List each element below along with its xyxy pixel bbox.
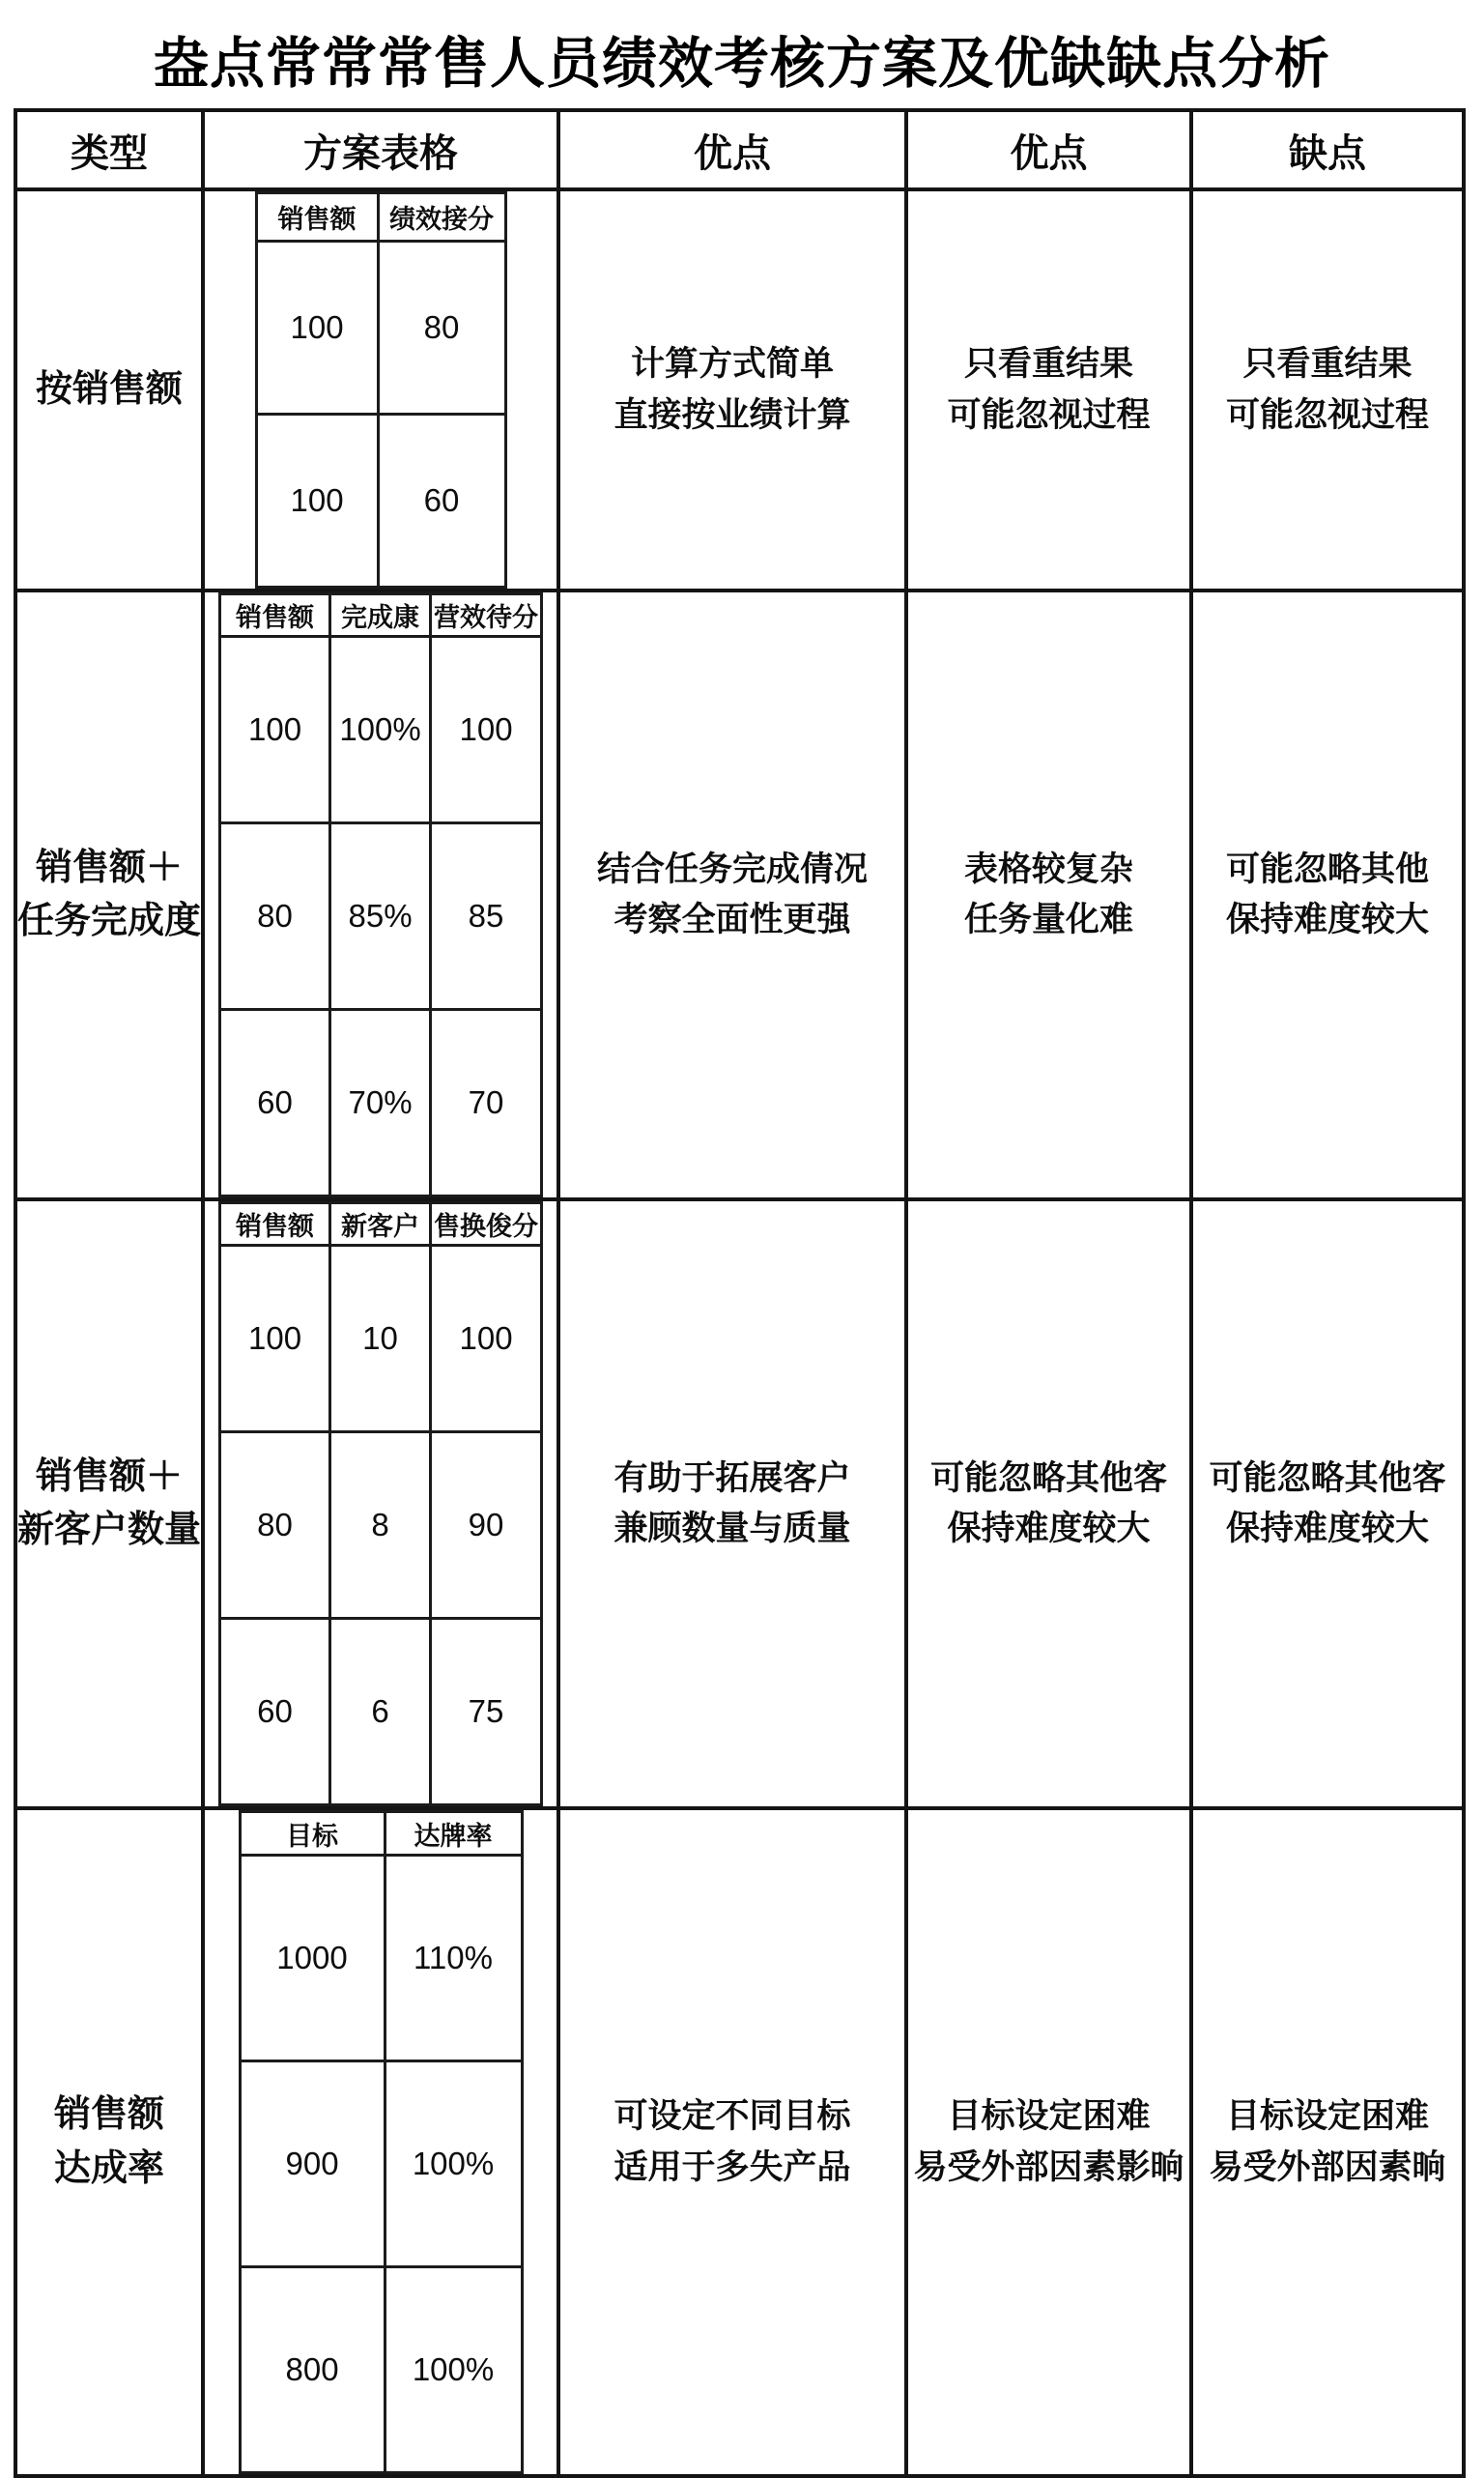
mini-value-cell: 70 (431, 1010, 542, 1196)
pros-line: 直接按业绩计算 (614, 395, 851, 434)
type-label: 销售额＋ (36, 1455, 184, 1497)
header-cell-type: 类型 (15, 110, 203, 189)
pros-line: 计算方式简单 (631, 345, 835, 383)
pros-cell (558, 189, 906, 591)
mini-header-cell: 完成康 (330, 594, 431, 637)
pros2-line: 只看重结果 (964, 345, 1134, 383)
mini-value-cell: 100% (385, 2267, 522, 2473)
type-cell (15, 1808, 203, 2476)
mini-header-cell: 目标 (240, 1812, 385, 1856)
cons-line: 保持难度较大 (1226, 1510, 1430, 1547)
mini-value-cell: 100 (431, 1246, 542, 1432)
mini-value-cell: 800 (240, 2267, 385, 2473)
type-label: 达成率 (54, 2147, 165, 2189)
table-row-by-sales (15, 189, 1464, 591)
mini-value-cell: 80 (220, 1432, 330, 1619)
cons-cell (1191, 189, 1464, 591)
cons-cell (1191, 1199, 1464, 1808)
mini-value-cell: 900 (240, 2061, 385, 2267)
mini-value-cell: 60 (378, 415, 505, 588)
type-label: 按销售额 (36, 368, 184, 410)
pros2-line: 目标设定困难 (947, 2097, 1151, 2135)
mini-value-cell: 85% (330, 823, 431, 1010)
cons-line: 保持难度较大 (1226, 901, 1430, 938)
mini-value-cell: 75 (431, 1619, 542, 1805)
mini-header-cell: 营效待分 (431, 594, 542, 637)
pros2-line: 任务量化难 (964, 901, 1134, 938)
type-cell (15, 189, 203, 591)
mini-value-cell: 100 (220, 637, 330, 823)
mini-value-cell: 6 (330, 1619, 431, 1805)
scheme-cell (203, 1199, 558, 1808)
table-row-sales-plus-new-customers (15, 1199, 1464, 1808)
scheme-mini-table (218, 592, 543, 1197)
mini-value-cell: 100 (256, 415, 378, 588)
header-cell-scheme-table: 方案表格 (203, 110, 558, 189)
header-row (15, 110, 1464, 189)
pros-line: 考察全面性更强 (614, 901, 851, 938)
cons-line: 可能忽略其他客 (1209, 1458, 1446, 1497)
pros2-cell (906, 591, 1191, 1199)
pros2-cell (906, 1808, 1191, 2476)
pros2-line: 可能忽略其他客 (930, 1458, 1168, 1497)
cons-line: 只看重结果 (1242, 345, 1413, 383)
cons-line: 可能忽略其他 (1226, 850, 1430, 888)
pros-line: 结合任务完成倩况 (597, 850, 869, 888)
type-cell (15, 1199, 203, 1808)
mini-value-cell: 110% (385, 1856, 522, 2061)
pros-line: 有助于拓展客户 (614, 1458, 851, 1497)
type-label: 任务完成度 (17, 901, 202, 941)
pros-line: 兼顾数量与质量 (614, 1510, 851, 1547)
mini-value-cell: 70% (330, 1010, 431, 1196)
mini-value-cell: 100 (220, 1246, 330, 1432)
pros2-line: 保持难度较大 (947, 1510, 1151, 1547)
type-label: 销售额＋ (36, 847, 184, 888)
mini-value-cell: 1000 (240, 1856, 385, 2061)
pros2-cell (906, 1199, 1191, 1808)
mini-value-cell: 100% (385, 2061, 522, 2267)
pros-cell (558, 1199, 906, 1808)
mini-header-cell: 新客户 (330, 1203, 431, 1246)
type-label: 销售额 (54, 2094, 165, 2136)
mini-header-cell: 销售额 (220, 594, 330, 637)
scheme-mini-table (239, 1810, 524, 2474)
type-cell (15, 591, 203, 1199)
main-table (14, 108, 1466, 2478)
cons-line: 可能忽视过程 (1226, 395, 1430, 434)
pros-cell (558, 1808, 906, 2476)
pros-line: 可设定不同目标 (614, 2097, 851, 2135)
mini-value-cell: 90 (431, 1432, 542, 1619)
mini-value-cell: 100 (431, 637, 542, 823)
scheme-mini-table (255, 191, 507, 589)
mini-value-cell: 80 (378, 242, 505, 415)
mini-value-cell: 85 (431, 823, 542, 1010)
mini-value-cell: 80 (220, 823, 330, 1010)
scheme-cell (203, 1808, 558, 2476)
mini-header-cell: 销售额 (256, 193, 378, 242)
mini-value-cell: 100% (330, 637, 431, 823)
mini-value-cell: 8 (330, 1432, 431, 1619)
cons-cell (1191, 1808, 1464, 2476)
pros2-cell (906, 189, 1191, 591)
mini-value-cell: 60 (220, 1010, 330, 1196)
mini-value-cell: 60 (220, 1619, 330, 1805)
pros-line: 适用于多失产品 (614, 2147, 851, 2186)
mini-value-cell: 10 (330, 1246, 431, 1432)
table-row-sales-achievement-rate (15, 1808, 1464, 2476)
header-cell-cons: 缺点 (1191, 110, 1464, 189)
pros2-line: 易受外部因素影晌 (913, 2147, 1184, 2186)
mini-header-cell: 销售额 (220, 1203, 330, 1246)
mini-value-cell: 100 (256, 242, 378, 415)
type-label: 新客户数量 (17, 1510, 202, 1550)
mini-header-cell: 售换俊分 (431, 1203, 542, 1246)
scheme-cell (203, 591, 558, 1199)
pros2-line: 表格较复杂 (964, 850, 1134, 888)
scheme-cell (203, 189, 558, 591)
scheme-mini-table (218, 1201, 543, 1806)
mini-header-cell: 绩效接分 (378, 193, 505, 242)
page-title: 盎点常常常售人员绩效考核方案及优缺缺点分析 (154, 33, 1330, 95)
header-cell-pros-2: 优点 (906, 110, 1191, 189)
pros2-line: 可能忽视过程 (947, 395, 1151, 434)
pros-cell (558, 591, 906, 1199)
table-row-sales-plus-completion (15, 591, 1464, 1199)
cons-line: 目标设定困难 (1226, 2097, 1430, 2135)
mini-header-cell: 达牌率 (385, 1812, 522, 1856)
header-cell-pros-1: 优点 (558, 110, 906, 189)
cons-line: 易受外部因素晌 (1209, 2147, 1446, 2186)
cons-cell (1191, 591, 1464, 1199)
